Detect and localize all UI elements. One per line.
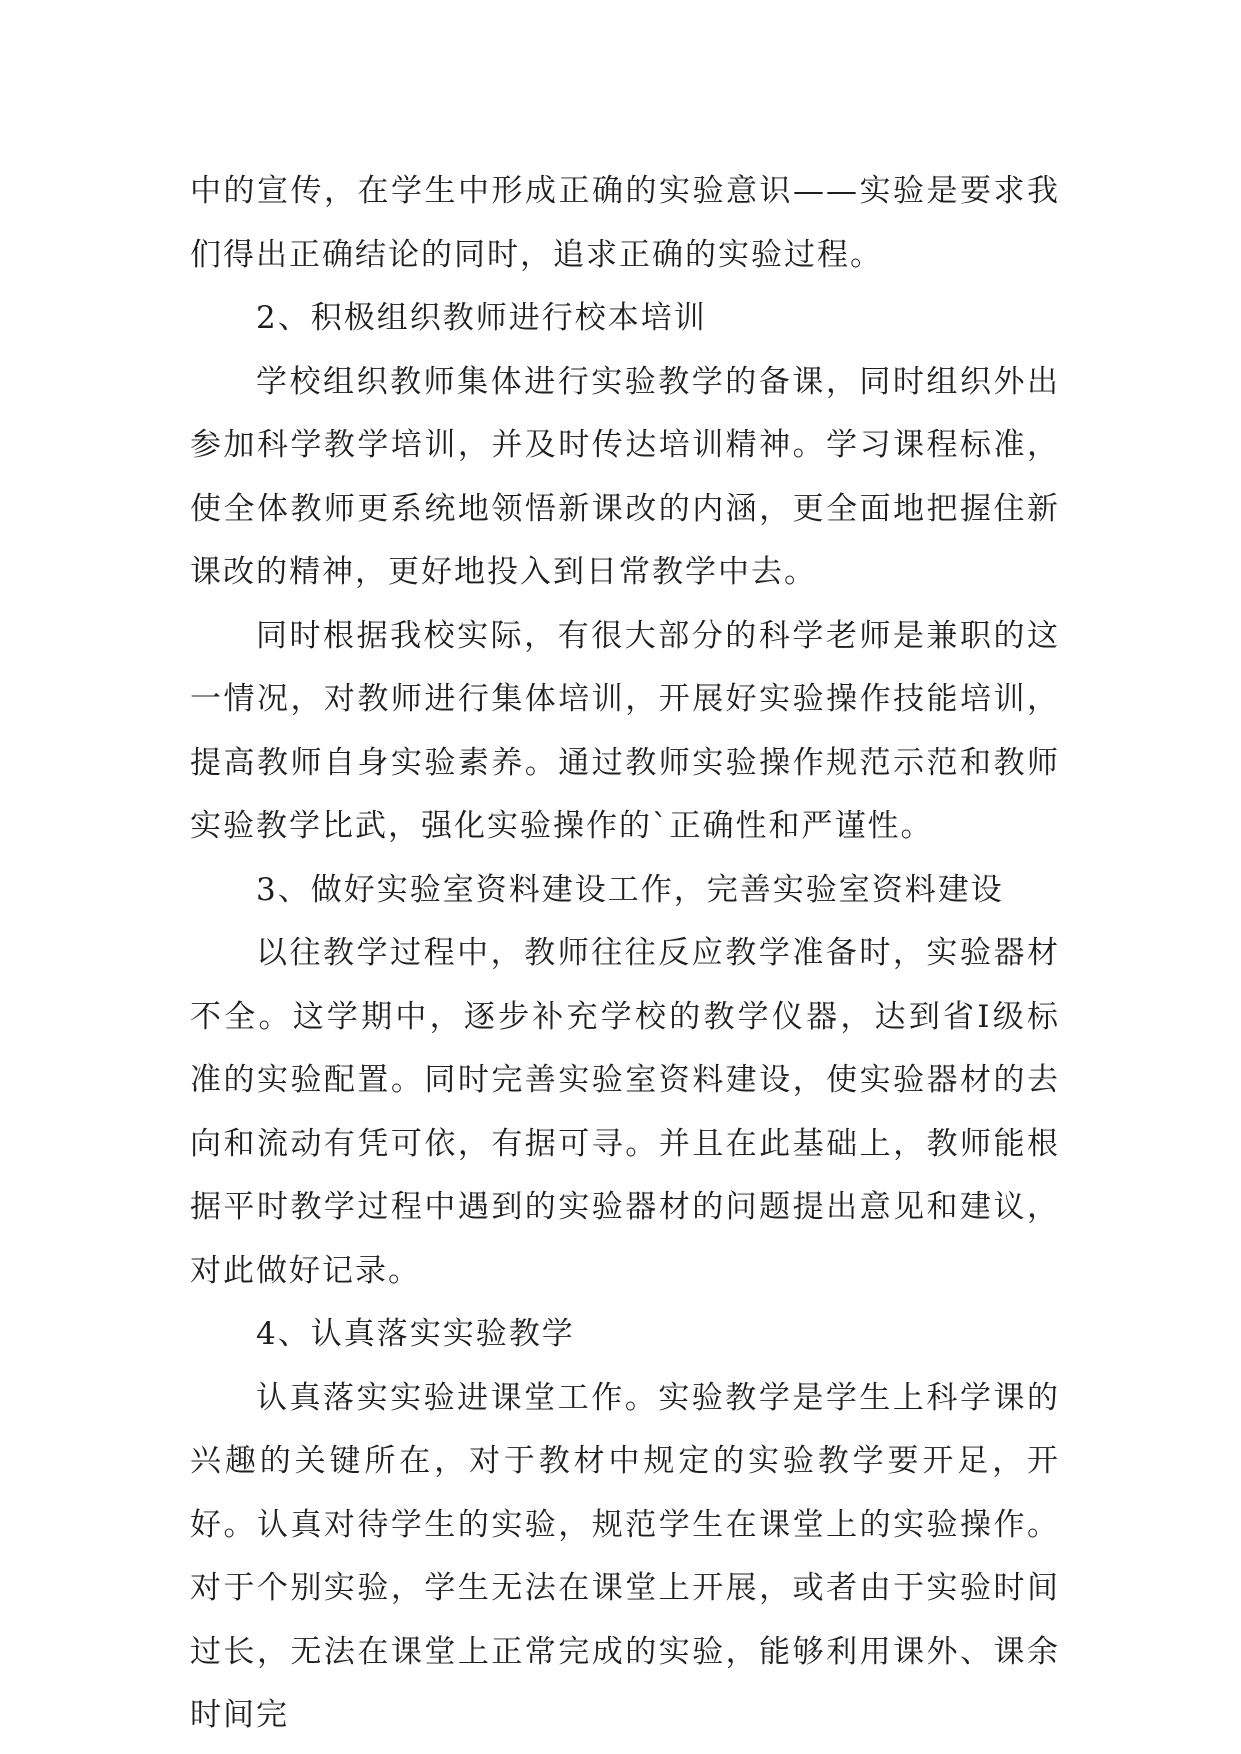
- paragraph: 学校组织教师集体进行实验教学的备课，同时组织外出参加科学教学培训，并及时传达培训精神。学习课程标准，使全体教师更系统地领悟新课改的内涵，更全面地把握住新课改的精神，更好地投入到日常教学中去。: [190, 363, 1060, 590]
- paragraph: 以往教学过程中，教师往往反应教学准备时，实验器材不全。这学期中，逐步补充学校的教学仪器，达到省Ⅰ级标准的实验配置。同时完善实验室资料建设，使实验器材的去向和流动有凭可依，有据可寻。并且在此基础上，教师能根据平时教学过程中遇到的实验器材的问题提出意见和建议，对此做好记录。: [190, 935, 1060, 1289]
- paragraph-continuation: 中的宣传，在学生中形成正确的实验意识——实验是要求我们得出正确结论的同时，追求正确的实验过程。: [190, 173, 1060, 273]
- section-heading-4: 4、认真落实实验教学: [256, 1316, 575, 1352]
- section-heading-3: 3、做好实验室资料建设工作，完善实验室资料建设: [256, 871, 1004, 908]
- paragraph: 认真落实实验进课堂工作。实验教学是学生上科学课的兴趣的关键所在，对于教材中规定的实验教学要开足，开好。认真对待学生的实验，规范学生在课堂上的实验操作。对于个别实验，学生无法在课堂上开展，或者由于实验时间过长，无法在课堂上正常完成的实验，能够利用课外、课余时间完: [190, 1379, 1060, 1733]
- document-body: [190, 160, 1060, 1748]
- paragraph: 同时根据我校实际，有很大部分的科学老师是兼职的这一情况，对教师进行集体培训，开展好实验操作技能培训，提高教师自身实验素养。通过教师实验操作规范示范和教师实验教学比武，强化实验操作的`正确性和严谨性。: [190, 617, 1060, 844]
- section-heading-2: 2、积极组织教师进行校本培训: [256, 300, 707, 336]
